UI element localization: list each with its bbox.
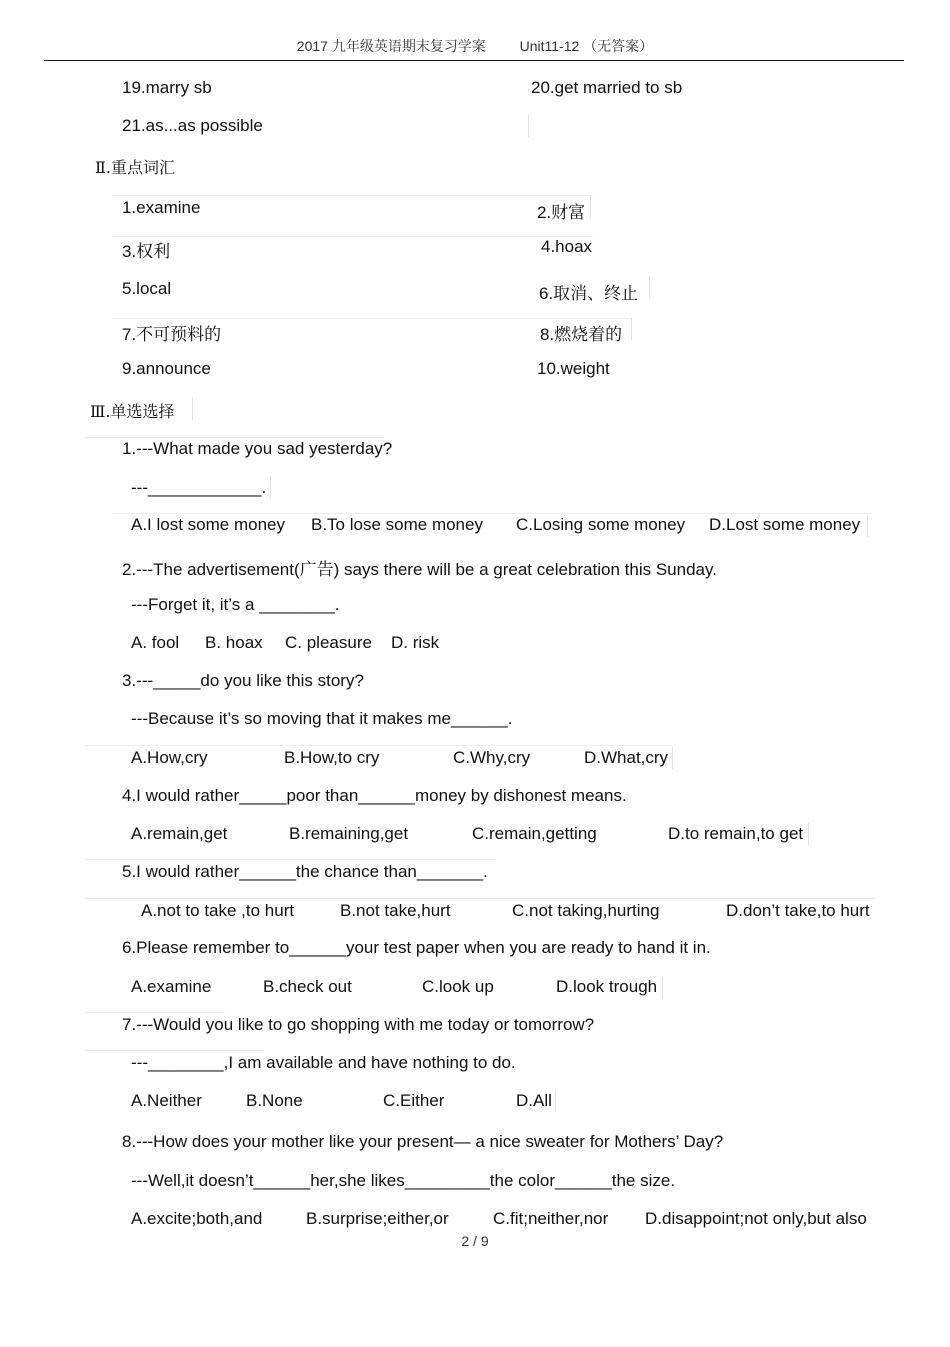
option-d: D.What,cry (584, 748, 669, 767)
guide-line (528, 115, 529, 137)
option-d: D.disappoint;not only,but also (645, 1209, 867, 1228)
guide-line (649, 276, 650, 298)
vocab-item: 6.取消、终止 (539, 284, 639, 303)
guide-line (85, 745, 675, 746)
phrase-item: 19.marry sb (122, 78, 212, 97)
option-c: C.Why,cry (453, 748, 531, 767)
header-title: 2017 九年级英语期末复习学案 (296, 38, 486, 54)
vocab-item: 2.财富 (537, 203, 586, 222)
guide-line (85, 1050, 265, 1051)
option-d: D.don’t take,to hurt (726, 901, 870, 920)
answer-line: ---____________. (131, 478, 267, 497)
option-d: D.All (516, 1091, 552, 1110)
option-b: B.not take,hurt (340, 901, 451, 920)
guide-line (867, 515, 868, 537)
guide-line (590, 196, 591, 218)
option-b: B.remaining,get (289, 824, 409, 843)
option-b: B.None (246, 1091, 303, 1110)
vocab-item: 5.local (122, 279, 172, 298)
option-c: C. pleasure (285, 633, 372, 652)
option-b: B.To lose some money (311, 515, 483, 534)
vocab-item: 9.announce (122, 359, 211, 378)
guide-line (672, 747, 673, 769)
header-unit: Unit11-12 （无答案） (519, 38, 654, 54)
guide-line (808, 823, 809, 845)
guide-line (631, 318, 632, 340)
question-text: 6.Please remember to______your test paper when you are ready to hand it in. (122, 938, 711, 957)
answer-line: ---Forget it, it’s a ________. (131, 595, 340, 614)
phrase-item: 21.as...as possible (122, 116, 263, 135)
option-b: B. hoax (205, 633, 263, 652)
vocab-item: 3.权利 (122, 242, 171, 261)
guide-line (85, 1012, 225, 1013)
option-d: D.look trough (556, 977, 658, 996)
question-text: 1.---What made you sad yesterday? (122, 439, 393, 458)
option-c: C.fit;neither,nor (493, 1209, 609, 1228)
option-c: C.Losing some money (516, 515, 686, 534)
guide-line (85, 859, 495, 860)
vocab-item: 4.hoax (541, 237, 593, 256)
question-text: 5.I would rather______the chance than_______. (122, 862, 488, 881)
option-a: A.excite;both,and (131, 1209, 263, 1228)
answer-line: ---Well,it doesn’t______her,she likes_________the color______the size. (131, 1171, 676, 1190)
guide-line (192, 398, 193, 420)
guide-line (113, 318, 633, 319)
section-title-vocab: Ⅱ.重点词汇 (95, 158, 175, 177)
guide-line (85, 898, 875, 899)
guide-line (662, 977, 663, 999)
option-c: C.not taking,hurting (512, 901, 660, 920)
question-text: 8.---How does your mother like your present— a nice sweater for Mothers’ Day? (122, 1132, 724, 1151)
guide-line (555, 1090, 556, 1112)
vocab-item: 1.examine (122, 198, 201, 217)
option-c: C.look up (422, 977, 494, 996)
option-a: A.How,cry (131, 748, 208, 767)
option-c: C.Either (383, 1091, 445, 1110)
page-header (0, 36, 950, 56)
option-d: D.Lost some money (709, 515, 861, 534)
option-a: A. fool (131, 633, 180, 652)
answer-line: ---Because it’s so moving that it makes me______. (131, 709, 513, 728)
guide-line (113, 236, 593, 237)
option-b: B.check out (263, 977, 352, 996)
question-text: 7.---Would you like to go shopping with me today or tomorrow? (122, 1015, 595, 1034)
option-a: A.not to take ,to hurt (141, 901, 295, 920)
guide-line (113, 195, 593, 196)
guide-line (85, 437, 385, 438)
question-text: 4.I would rather_____poor than______money by dishonest means. (122, 786, 627, 805)
phrase-item: 20.get married to sb (531, 78, 683, 97)
option-a: A.I lost some money (131, 515, 286, 534)
page-number: 2 / 9 (461, 1233, 489, 1249)
vocab-item: 8.燃烧着的 (540, 325, 623, 344)
question-text: 2.---The advertisement(广告) says there will be a great celebration this Sunday. (122, 560, 717, 579)
question-text: 3.---_____do you like this story? (122, 671, 364, 690)
answer-line: ---________,I am available and have nothing to do. (131, 1053, 516, 1072)
vocab-item: 10.weight (537, 359, 610, 378)
option-b: B.surprise;either,or (306, 1209, 449, 1228)
vocab-item: 7.不可预料的 (122, 325, 222, 344)
option-d: D.to remain,to get (668, 824, 804, 843)
header-rule (44, 60, 904, 61)
section-title-choice: Ⅲ.单选选择 (90, 402, 175, 421)
guide-line (113, 513, 873, 514)
option-a: A.examine (131, 977, 212, 996)
option-c: C.remain,getting (472, 824, 597, 843)
guide-line (270, 476, 271, 498)
option-a: A.Neither (131, 1091, 202, 1110)
option-b: B.How,to cry (284, 748, 380, 767)
option-d: D. risk (391, 633, 440, 652)
option-a: A.remain,get (131, 824, 228, 843)
